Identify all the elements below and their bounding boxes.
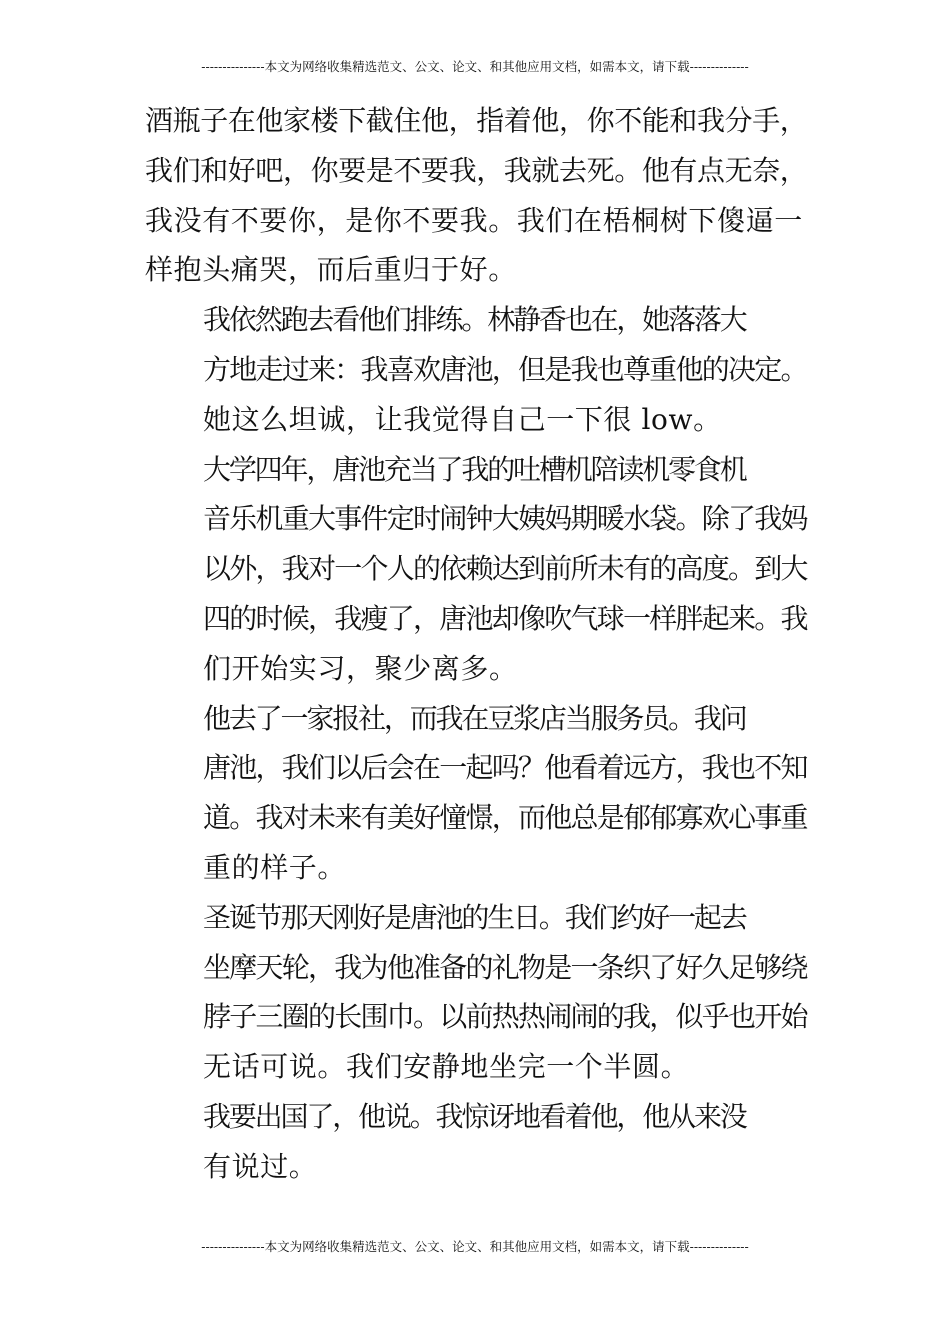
text-line: 脖子三圈的长围巾。以前热热闹闹的我，似乎也开始 — [203, 1000, 807, 1034]
text-line: 方地走过来：我喜欢唐池，但是我也尊重他的决定。 — [203, 352, 807, 386]
paragraph-3 — [145, 445, 807, 694]
page-footer: ---------------本文为网络收集精选范文、公文、论文、和其他应用文档，如需本文，请下载-------------- — [201, 1239, 749, 1254]
paragraph-2 — [145, 295, 807, 444]
paragraph-1 — [145, 96, 807, 295]
text-line: 以外，我对一个人的依赖达到前所未有的高度。到大 — [203, 552, 807, 586]
text-line: 坐摩天轮，我为他准备的礼物是一条织了好久足够绕 — [203, 950, 807, 984]
text-line: 有说过。 — [203, 1149, 318, 1183]
text-line: 重的样子。 — [203, 850, 347, 884]
text-line: 酒瓶子在他家楼下截住他，指着他，你不能和我分手， — [145, 104, 808, 137]
text-line: 无话可说。我们安静地坐完一个半圆。 — [203, 1050, 690, 1084]
paragraph-5 — [145, 893, 807, 1092]
paragraph-4 — [145, 694, 807, 893]
text-line: 样抱头痛哭，而后重归于好。 — [145, 253, 517, 287]
document-body — [145, 96, 807, 1192]
text-line: 音乐机重大事件定时闹钟大姨妈期暖水袋。除了我妈 — [203, 502, 807, 536]
text-line: 大学四年，唐池充当了我的吐槽机陪读机零食机 — [203, 452, 746, 486]
text-line: 我们和好吧，你要是不要我，我就去死。他有点无奈， — [145, 153, 808, 187]
text-line: 我依然跑去看他们排练。林静香也在，她落落大 — [203, 303, 746, 337]
paragraph-6 — [145, 1092, 807, 1192]
text-line: 道。我对未来有美好憧憬，而他总是郁郁寡欢心事重 — [203, 801, 807, 835]
text-line: 我要出国了，他说。我惊讶地看着他，他从来没 — [203, 1099, 746, 1133]
text-line: 我没有不要你，是你不要我。我们在梧桐树下傻逼一 — [145, 203, 803, 237]
text-line: 四的时候，我瘦了，唐池却像吹气球一样胖起来。我 — [203, 601, 807, 635]
text-line: 们开始实习，聚少离多。 — [203, 651, 518, 685]
text-line: 圣诞节那天刚好是唐池的生日。我们约好一起去 — [203, 900, 746, 934]
text-line: 她这么坦诚，让我觉得自己一下很 low。 — [203, 402, 722, 436]
page-header: ---------------本文为网络收集精选范文、公文、论文、和其他应用文档，如需本文，请下载-------------- — [201, 59, 749, 74]
text-line: 他去了一家报社，而我在豆浆店当服务员。我问 — [203, 701, 746, 735]
text-line: 唐池，我们以后会在一起吗？他看着远方，我也不知 — [203, 751, 807, 785]
